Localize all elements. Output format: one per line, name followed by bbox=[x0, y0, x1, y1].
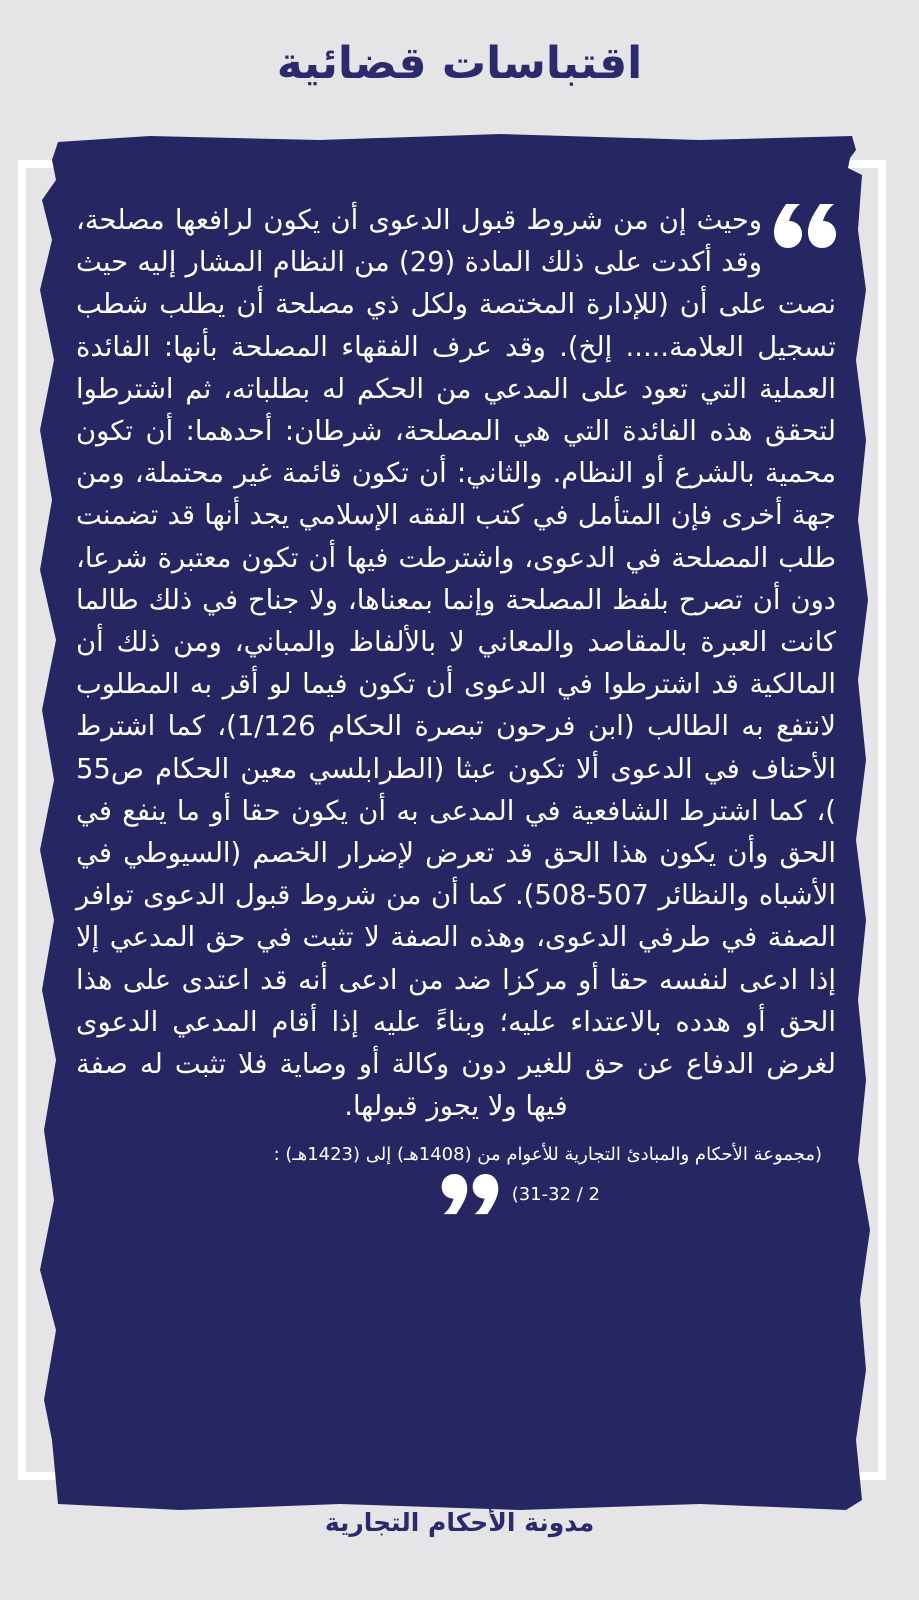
quote-card bbox=[76, 200, 836, 1462]
source-line-2-row bbox=[76, 1174, 600, 1216]
source-line-2: 2 / 31-32) bbox=[511, 1184, 600, 1206]
page-title: اقتباسات قضائية bbox=[276, 38, 643, 89]
footer-label: مدونة الأحكام التجارية bbox=[324, 1508, 595, 1537]
source-line-1: (مجموعة الأحكام والمبادئ التجارية للأعوام من (1408هـ) إلى (1423هـ) : bbox=[273, 1144, 822, 1166]
quote-close-icon bbox=[440, 1174, 500, 1216]
quote-source bbox=[76, 1140, 836, 1216]
quote-body: وحيث إن من شروط قبول الدعوى أن يكون لرافعها مصلحة، وقد أكدت على ذلك المادة (29) من النظام المشار إليه حيث نصت على أن (للإدارة المختصة ولكل ذي مصلحة أن يطلب شطب تسجيل العلامة..... إلخ). وقد عرف الفقهاء المصلحة بأنها: الفائدة العملية التي تعود على المدعي من الحكم له بطلباته، ثم اشترطوا لتحقق هذه الفائدة التي هي المصلحة، شرطان: أحدهما: أن تكون محمية بالشرع أو النظام. والثاني: أن تكون قائمة غير محتملة، ومن جهة أخرى فإن المتأمل في كتب الفقه الإسلامي يجد أنها قد تضمنت طلب المصلحة في الدعوى، واشترطت فيها أن تكون معتبرة شرعا، دون أن تصرح بلفظ المصلحة وإنما بمعناها، ولا جناح في ذلك طالما كانت العبرة بالمقاصد والمعاني لا بالألفاظ والمباني، ومن ذلك أن المالكية قد اشترطوا في الدعوى أن تكون فيما لو أقر به المطلوب لانتفع به الطالب (ابن فرحون تبصرة الحكام 1/126)، كما اشترط الأحناف في الدعوى ألا تكون عبثا (الطرابلسي معين الحكام ص55 )، كما اشترط الشافعية في المدعى به أن يكون حقا أو ما ينفع في الحق وأن يكون هذا الحق قد تعرض لإضرار الخصم (السيوطي في الأشباه والنظائر 507-508). كما أن من شروط قبول الدعوى توافر الصفة في طرفي الدعوى، وهذه الصفة لا تثبت في حق المدعي إلا إذا ادعى لنفسه حقا أو مركزا ضد من ادعى أنه قد اعتدى على هذا الحق أو هدده بالاعتداء عليه؛ وبناءً عليه إذا أقام المدعي الدعوى لغرض الدفاع عن حق للغير دون وكالة أو وصاية فلا تثبت له صفة فيها ولا يجوز قبولها. bbox=[76, 205, 836, 1123]
quote-open-icon bbox=[774, 202, 836, 248]
